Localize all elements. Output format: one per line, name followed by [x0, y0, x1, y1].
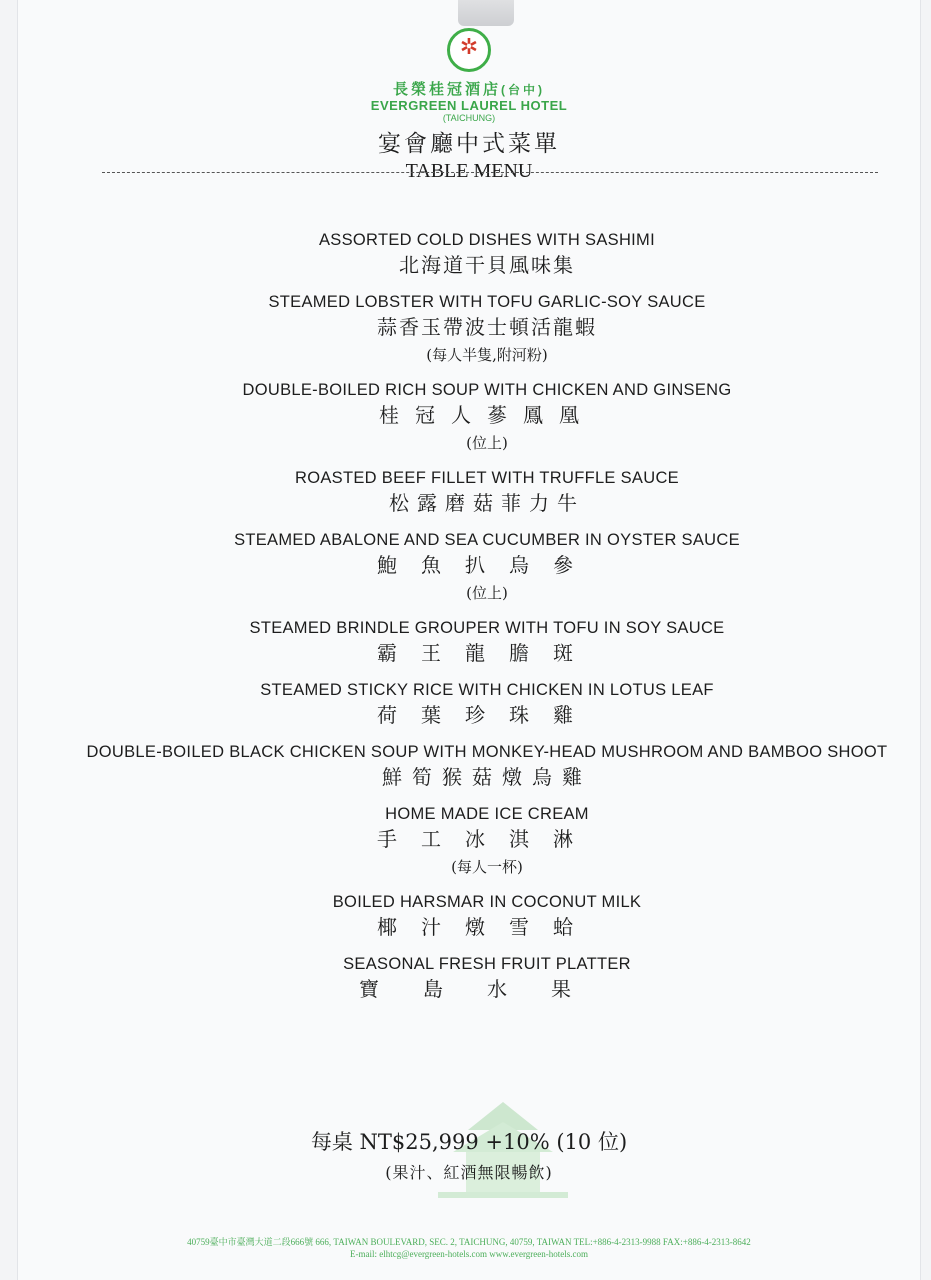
- laurel-emblem-icon: [447, 28, 491, 72]
- hotel-city-en: (TAICHUNG): [442, 113, 496, 123]
- list-item: [78, 530, 896, 606]
- menu-title-zh: 宴會廳中式菜單: [378, 131, 560, 157]
- list-item: [78, 292, 896, 368]
- list-item: [78, 380, 896, 456]
- hotel-name-zh: 長榮桂冠酒店: [392, 81, 501, 98]
- menu-paper: [18, 0, 920, 1280]
- menu-list: [78, 230, 896, 1016]
- hotel-name-en: EVERGREEN LAUREL HOTEL: [370, 98, 568, 113]
- list-item: [78, 618, 896, 668]
- hotel-logo: [18, 28, 920, 183]
- dish-name-zh: 蒜香玉帶波士頓活龍蝦: [377, 315, 597, 339]
- dish-name-en: ROASTED BEEF FILLET WITH TRUFFLE SAUCE: [295, 469, 679, 487]
- dish-name-en: BOILED HARSMAR IN COCONUT MILK: [332, 893, 642, 911]
- list-item: [78, 892, 896, 942]
- dish-name-zh: 椰汁燉雪蛤: [377, 915, 597, 939]
- dish-name-zh: 荷葉珍珠雞: [377, 703, 597, 727]
- dish-name-en: STEAMED STICKY RICE WITH CHICKEN IN LOTUS LEAF: [260, 681, 714, 699]
- footer-address: 40759臺中市臺灣大道二段666號 666, TAIWAN BOULEVARD, SEC. 2, TAICHUNG, 40759, TAIWAN TEL:+886-4-2313-9988 FAX:+886-4-2313-8642: [187, 1237, 751, 1247]
- dish-name-zh: 鮮筍猴菇燉烏雞: [382, 765, 592, 789]
- dish-name-zh: 鮑魚扒烏參: [377, 553, 597, 577]
- dish-name-en: STEAMED ABALONE AND SEA CUCUMBER IN OYSTER SAUCE: [234, 531, 740, 549]
- price-block: [18, 1126, 920, 1183]
- dish-name-zh: 松露磨菇菲力牛: [389, 491, 585, 515]
- dish-name-en: STEAMED BRINDLE GROUPER WITH TOFU IN SOY SAUCE: [249, 619, 725, 637]
- dish-name-en: ASSORTED COLD DISHES WITH SASHIMI: [319, 231, 655, 249]
- dish-note: (每人半隻,附河粉): [426, 346, 548, 364]
- dish-name-zh: 手工冰淇淋: [377, 827, 597, 851]
- dish-note: (每人一杯): [451, 858, 523, 876]
- table-price: 每桌 NT$25,999 +10% (10 位): [310, 1130, 628, 1154]
- list-item: [78, 742, 896, 792]
- footer-contact: E-mail: elhtcg@evergreen-hotels.com www.evergreen-hotels.com: [349, 1249, 589, 1259]
- dish-name-en: DOUBLE-BOILED RICH SOUP WITH CHICKEN AND GINSENG: [242, 381, 732, 399]
- dish-note: (位上): [466, 434, 508, 452]
- dish-name-zh: 桂冠人蔘鳳凰: [379, 403, 595, 427]
- list-item: [78, 804, 896, 880]
- dish-note: (位上): [466, 584, 508, 602]
- hotel-city-zh: (台中): [501, 83, 545, 97]
- list-item: [78, 680, 896, 730]
- list-item: [78, 954, 896, 1004]
- footer: [18, 1236, 920, 1260]
- menu-title-en: TABLE MENU: [405, 160, 533, 182]
- list-item: [78, 230, 896, 280]
- dish-name-en: DOUBLE-BOILED BLACK CHICKEN SOUP WITH MONKEY-HEAD MUSHROOM AND BAMBOO SHOOT: [86, 743, 888, 761]
- dish-name-zh: 北海道干貝風味集: [399, 253, 575, 277]
- paper-clip: [458, 0, 514, 26]
- dish-name-en: STEAMED LOBSTER WITH TOFU GARLIC-SOY SAUCE: [268, 293, 706, 311]
- list-item: [78, 468, 896, 518]
- dish-name-en: HOME MADE ICE CREAM: [385, 805, 589, 823]
- dish-name-zh: 寶島水果: [359, 977, 615, 1001]
- dish-name-zh: 霸王龍膽斑: [377, 641, 597, 665]
- price-note: (果汁、紅酒無限暢飲): [385, 1163, 553, 1182]
- dashed-divider: [102, 172, 878, 173]
- dish-name-en: SEASONAL FRESH FRUIT PLATTER: [343, 955, 631, 973]
